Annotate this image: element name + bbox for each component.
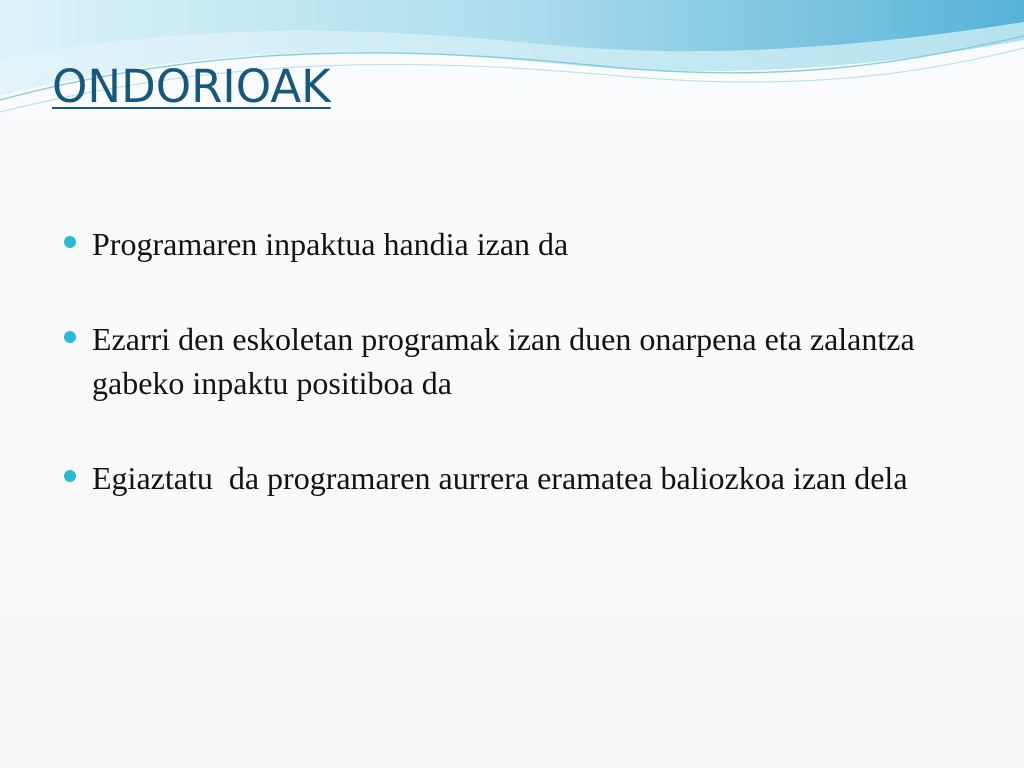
slide-title: ONDORIOAK <box>52 60 331 113</box>
bullet-dot-icon <box>64 236 76 248</box>
bullet-item <box>62 222 982 266</box>
bullet-text: Egiaztatu da programaren aurrera eramatea baliozkoa izan dela <box>92 460 908 496</box>
bullet-dot-icon <box>64 331 76 343</box>
bullet-item <box>62 456 982 500</box>
bullet-text: Programaren inpaktua handia izan da <box>92 226 569 262</box>
bullet-item <box>62 317 982 405</box>
bullet-dot-icon <box>64 470 76 482</box>
bullet-list <box>62 222 982 551</box>
bullet-text: Ezarri den eskoletan programak izan duen onarpena eta zalantza gabeko inpaktu positiboa da <box>92 321 923 401</box>
